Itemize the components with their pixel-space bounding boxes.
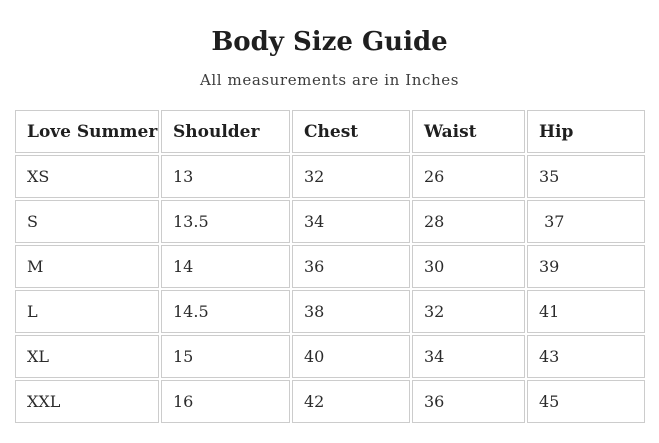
shoulder-value-cell: 13: [161, 155, 290, 198]
header-cell-chest: Chest: [292, 110, 410, 153]
waist-value-cell: 36: [412, 380, 525, 423]
body-size-table: [13, 108, 647, 425]
shoulder-value-cell: 14: [161, 245, 290, 288]
size-label-cell: S: [15, 200, 159, 243]
chest-value-cell: 34: [292, 200, 410, 243]
hip-value-cell: 41: [527, 290, 645, 333]
waist-value-cell: 30: [412, 245, 525, 288]
header-row: [15, 110, 645, 153]
shoulder-value-cell: 15: [161, 335, 290, 378]
hip-value-cell: 43: [527, 335, 645, 378]
chest-value-cell: 42: [292, 380, 410, 423]
shoulder-value-cell: 14.5: [161, 290, 290, 333]
header-cell-shoulder: Shoulder: [161, 110, 290, 153]
size-row-xxl: [15, 380, 645, 423]
header-cell-love-summer: Love Summer: [15, 110, 159, 153]
page-subtitle: All measurements are in Inches: [199, 71, 460, 89]
size-label-cell: M: [15, 245, 159, 288]
size-row-xl: [15, 335, 645, 378]
chest-value-cell: 40: [292, 335, 410, 378]
size-label-cell: XS: [15, 155, 159, 198]
hip-value-cell: 37: [527, 200, 645, 243]
size-row-m: [15, 245, 645, 288]
size-row-l: [15, 290, 645, 333]
shoulder-value-cell: 16: [161, 380, 290, 423]
size-row-s: [15, 200, 645, 243]
chest-value-cell: 38: [292, 290, 410, 333]
hip-value-cell: 39: [527, 245, 645, 288]
waist-value-cell: 32: [412, 290, 525, 333]
chest-value-cell: 36: [292, 245, 410, 288]
size-label-cell: XL: [15, 335, 159, 378]
header-cell-hip: Hip: [527, 110, 645, 153]
size-label-cell: L: [15, 290, 159, 333]
size-label-cell: XXL: [15, 380, 159, 423]
hip-value-cell: 35: [527, 155, 645, 198]
chest-value-cell: 32: [292, 155, 410, 198]
waist-value-cell: 28: [412, 200, 525, 243]
header-cell-waist: Waist: [412, 110, 525, 153]
hip-value-cell: 45: [527, 380, 645, 423]
shoulder-value-cell: 13.5: [161, 200, 290, 243]
waist-value-cell: 26: [412, 155, 525, 198]
size-row-xs: [15, 155, 645, 198]
waist-value-cell: 34: [412, 335, 525, 378]
page-title: Body Size Guide: [211, 27, 448, 57]
